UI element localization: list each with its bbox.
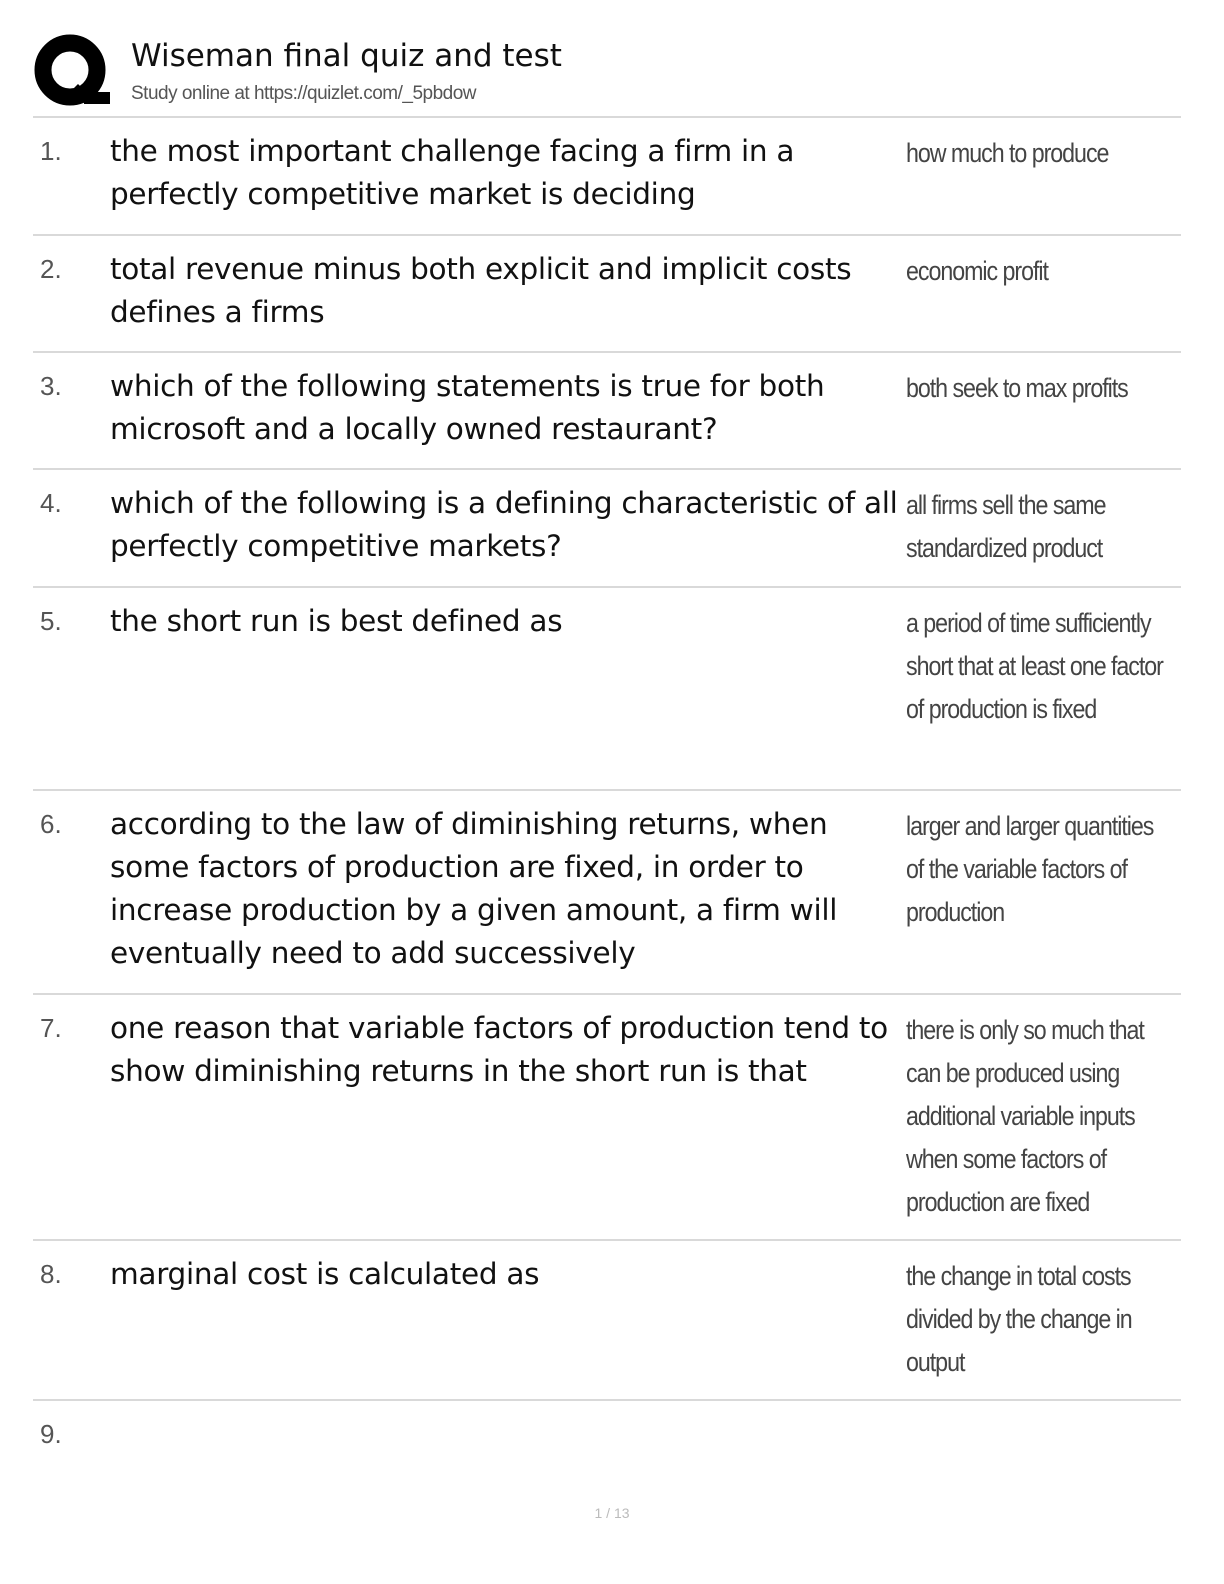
flashcard-row xyxy=(33,995,1181,1241)
flashcard-row xyxy=(33,791,1181,995)
card-term: which of the following statements is true for both microsoft and a locally owned restaurant? xyxy=(110,369,825,446)
card-number: 6. xyxy=(40,809,62,839)
card-term: the short run is best defined as xyxy=(110,604,563,638)
quizlet-q-logo-icon xyxy=(34,34,110,110)
card-number: 3. xyxy=(40,371,62,401)
flashcard-row xyxy=(33,118,1181,236)
card-number: 4. xyxy=(40,488,62,518)
page-number: 1 / 13 xyxy=(594,1505,630,1521)
card-number: 5. xyxy=(40,606,62,636)
card-number: 9. xyxy=(40,1419,62,1449)
flashcard-list xyxy=(33,116,1181,1481)
card-term: according to the law of diminishing returns, when some factors of production are fixed, in order to increase production by a given amount, a firm will eventually need to add successively xyxy=(110,807,838,970)
flashcard-row xyxy=(33,1401,1181,1481)
card-term: total revenue minus both explicit and implicit costs defines a firms xyxy=(110,252,852,329)
card-definition: economic profit xyxy=(906,256,1048,286)
card-definition: a period of time sufficiently short that at least one factor of production is fixed xyxy=(906,608,1163,724)
flashcard-row xyxy=(33,236,1181,353)
flashcard-row xyxy=(33,470,1181,588)
flashcard-row xyxy=(33,1241,1181,1401)
card-term: marginal cost is calculated as xyxy=(110,1257,540,1291)
page-header xyxy=(34,30,1184,118)
card-definition: all firms sell the same standardized product xyxy=(906,490,1106,563)
card-term: the most important challenge facing a firm in a perfectly competitive market is deciding xyxy=(110,134,795,211)
card-definition: there is only so much that can be produced using additional variable inputs when some factors of production are fixed xyxy=(906,1015,1144,1217)
card-number: 2. xyxy=(40,254,62,284)
card-definition: larger and larger quantities of the variable factors of production xyxy=(906,811,1154,927)
set-title: Wiseman final quiz and test xyxy=(131,38,562,74)
card-definition: how much to produce xyxy=(906,138,1109,168)
card-number: 1. xyxy=(40,136,62,166)
study-online-url: Study online at https://quizlet.com/_5pbdow xyxy=(131,83,477,104)
card-definition: both seek to max profits xyxy=(906,373,1128,403)
flashcard-row xyxy=(33,588,1181,791)
flashcard-row xyxy=(33,353,1181,470)
card-number: 8. xyxy=(40,1259,62,1289)
card-term: which of the following is a defining characteristic of all perfectly competitive markets? xyxy=(110,486,898,563)
card-term: one reason that variable factors of production tend to show diminishing returns in the short run is that xyxy=(110,1011,888,1088)
card-definition: the change in total costs divided by the change in output xyxy=(906,1261,1132,1377)
card-number: 7. xyxy=(40,1013,62,1043)
